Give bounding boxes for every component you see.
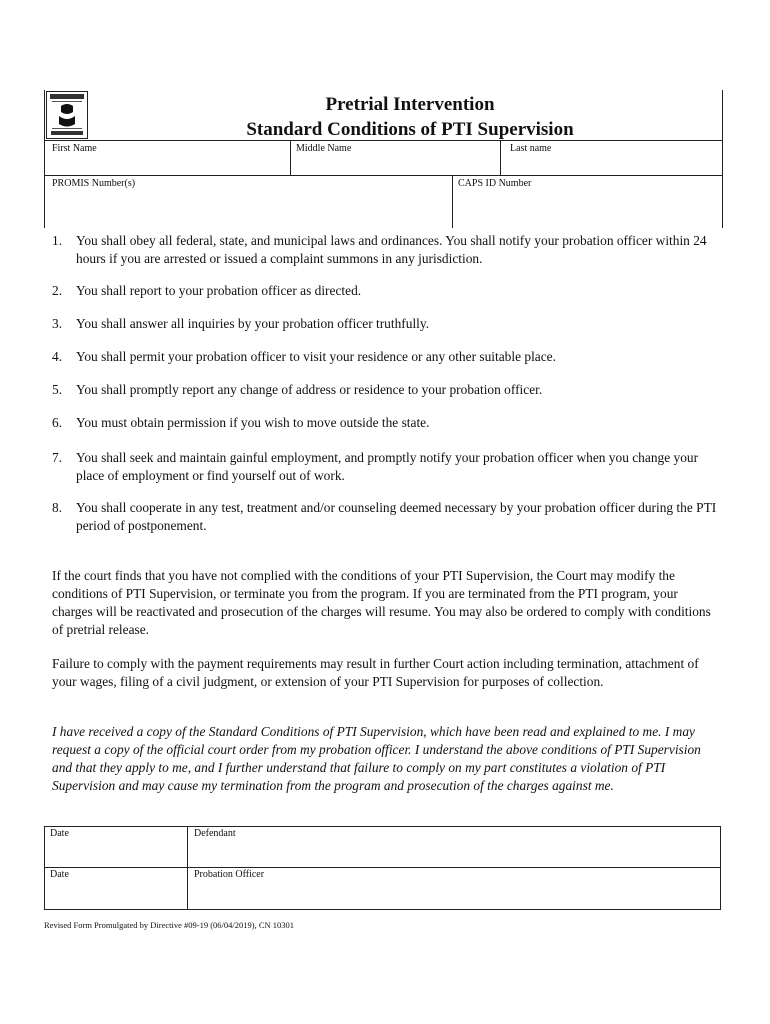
defendant-date-field[interactable]: Date: [50, 828, 69, 839]
sig-table-left: [44, 826, 45, 910]
box-left-border: [44, 90, 45, 228]
condition-item: [52, 315, 722, 333]
condition-text: You must obtain permission if you wish to move outside the state.: [76, 415, 430, 430]
last-name-field[interactable]: Last name: [510, 143, 552, 154]
probation-officer-signature-field[interactable]: Probation Officer: [194, 869, 265, 880]
condition-item: [52, 282, 722, 300]
sig-table-divider: [187, 826, 188, 910]
condition-text: You shall answer all inquiries by your probation officer truthfully.: [76, 316, 430, 331]
form-title-line2: Standard Conditions of PTI Supervision: [246, 119, 574, 140]
middle-name-field[interactable]: Middle Name: [296, 143, 352, 154]
officer-date-field[interactable]: Date: [50, 869, 69, 880]
name-divider-2: [500, 140, 501, 175]
condition-text: You shall seek and maintain gainful employment, and promptly notify your probation officer when you change your place of employment or find yourself out of work.: [76, 450, 699, 483]
judiciary-seal-logo: [46, 91, 88, 139]
condition-number: 3.: [52, 316, 63, 331]
seal-icon: [47, 92, 87, 138]
condition-item: [52, 414, 722, 432]
payment-paragraph: Failure to comply with the payment requirements may result in further Court action including termination, attachment of your wages, filing of a civil judgment, or extension of your PTI Supervision for purposes of collection.: [52, 656, 699, 689]
condition-number: 2.: [52, 283, 63, 298]
condition-item: [52, 348, 722, 366]
sig-table-bottom: [44, 909, 721, 910]
condition-text: You shall report to your probation officer as directed.: [76, 283, 362, 298]
defendant-signature-field[interactable]: Defendant: [194, 828, 236, 839]
noncompliance-paragraph: If the court finds that you have not complied with the conditions of your PTI Supervision, the Court may modify the conditions of PTI Supervision, or terminate you from the program. If you are terminated from the PTI program, your charges will be reactivated and prosecution of the charges will resume. You may also be ordered to comply with conditions of pretrial release.: [52, 568, 711, 637]
name-divider-1: [290, 140, 291, 175]
condition-text: You shall obey all federal, state, and municipal laws and ordinances. You shall notify your probation officer within 24 hours if you are arrested or issued a complaint summons in any jurisdiction.: [76, 233, 707, 266]
sig-table-mid: [44, 867, 721, 868]
form-title-line1: Pretrial Intervention: [325, 94, 495, 115]
condition-number: 5.: [52, 382, 63, 397]
sig-table-top: [44, 826, 721, 827]
condition-text: You shall promptly report any change of address or residence to your probation officer.: [76, 382, 543, 397]
condition-item: [52, 381, 722, 399]
promis-row-top-line: [44, 175, 723, 176]
acknowledgment-paragraph: I have received a copy of the Standard Conditions of PTI Supervision, which have been read and explained to me. I may request a copy of the official court order from my probation officer. I understand the above conditions of PTI Supervision and that they apply to me, and I further understand that failure to comply on my part constitutes a violation of PTI Supervision and may cause my termination from the program and prosecution of the charges against me.: [52, 724, 701, 793]
condition-number: 7.: [52, 450, 63, 465]
condition-item: [52, 232, 722, 268]
condition-text: You shall cooperate in any test, treatment and/or counseling deemed necessary by your probation officer during the PTI period of postponement.: [76, 500, 717, 533]
condition-text: You shall permit your probation officer to visit your residence or any other suitable place.: [76, 349, 556, 364]
promis-number-field[interactable]: PROMIS Number(s): [52, 178, 136, 189]
condition-number: 8.: [52, 500, 63, 515]
name-row-top-line: [44, 140, 723, 141]
box-right-border: [722, 90, 723, 228]
first-name-field[interactable]: First Name: [52, 143, 97, 154]
form-footer: Revised Form Promulgated by Directive #09-19 (06/04/2019), CN 10301: [44, 920, 295, 930]
condition-number: 1.: [52, 233, 63, 248]
condition-number: 6.: [52, 415, 63, 430]
sig-table-right: [720, 826, 721, 910]
promis-divider: [452, 175, 453, 228]
condition-item: [52, 449, 722, 485]
condition-item: [52, 499, 722, 535]
caps-id-field[interactable]: CAPS ID Number: [458, 178, 532, 189]
condition-number: 4.: [52, 349, 63, 364]
